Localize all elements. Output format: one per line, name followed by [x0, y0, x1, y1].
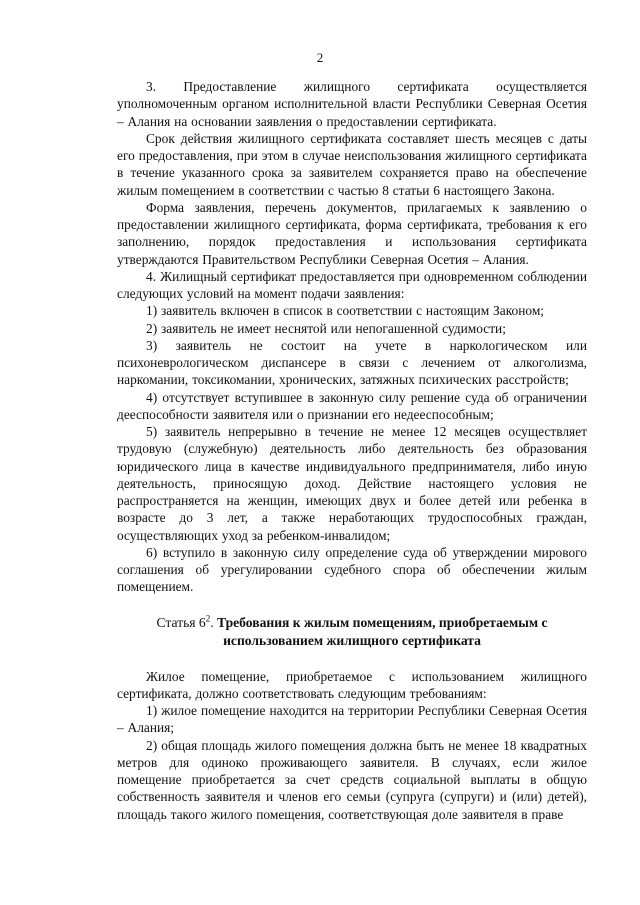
document-body [117, 78, 587, 823]
paragraph: Форма заявления, перечень документов, прилагаемых к заявлению о предоставлении жилищного сертификата, форма сертификата, требования к его заполнению, порядок предоставления и использования сертификата утверждаются Правительством Республики Северная Осетия – Алания. [117, 199, 587, 267]
paragraph: Жилое помещение, приобретаемое с использованием жилищного сертификата, должно соответствовать следующим требованиям: [117, 668, 587, 701]
paragraph: Срок действия жилищного сертификата составляет шесть месяцев с даты его предоставления, при этом в случае неиспользования жилищного сертификата в течение указанного срока за заявителем сохраняется право на обеспечение жилым помещением в соответствии с частью 8 статьи 6 настоящего Закона. [117, 130, 587, 198]
article-superscript: 2 [205, 612, 211, 623]
list-item: 2) заявитель не имеет неснятой или непогашенной судимости; [146, 320, 506, 336]
paragraph: 4. Жилищный сертификат предоставляется при одновременном соблюдении следующих условий на момент подачи заявления: [117, 268, 587, 301]
paragraph: 3. Предоставление жилищного сертификата осуществляется уполномоченным органом исполнительной власти Республики Северная Осетия – Алания на основании заявления о предоставлении сертификата. [117, 79, 587, 129]
article-heading [117, 614, 587, 650]
article-prefix: Статья 6 [156, 614, 206, 630]
article-title: Требования к жилым помещениям, приобретаемым с использованием жилищного сертификата [217, 614, 548, 648]
list-item: 1) заявитель включен в список в соответствии с настоящим Законом; [146, 303, 545, 319]
list-item: 4) отсутствует вступившее в законную силу решение суда об ограничении дееспособности заявителя или о признании его недееспособным; [117, 389, 587, 422]
list-item: 5) заявитель непрерывно в течение не менее 12 месяцев осуществляет трудовую (служебную) деятельность либо деятельность без образования юридического лица в качестве индивидуального предпринимателя, либо иную деятельность, приносящую доход. Действие настоящего условия не распространяется на женщин, имеющих двух и более детей или ребенка в возрасте до 3 лет, а также неработающих трудоспособных граждан, осуществляющих уход за ребенком-инвалидом; [117, 424, 587, 543]
list-item: 3) заявитель не состоит на учете в наркологическом или психоневрологическом диспансере в связи с лечением от алкоголизма, наркомании, токсикомании, хронических, затяжных психических расстройств; [117, 337, 587, 388]
article-number: Статья $6^2$. [156, 612, 214, 630]
list-item: 1) жилое помещение находится на территории Республики Северная Осетия – Алания; [117, 703, 587, 736]
list-item: 6) вступило в законную силу определение суда об утверждении мирового соглашения об урегулировании судебного спора об обеспечении жилым помещением. [117, 544, 587, 595]
page-number: 2 [316, 50, 324, 65]
list-item: 2) общая площадь жилого помещения должна быть не менее 18 квадратных метров для одиноко проживающего заявителя. В случаях, если жилое помещение приобретается за счет средств социальной выплаты в общую собственность заявителя и членов его семьи (супруга (супруги) и (или) детей), площадь такого жилого помещения, соответствующая доле заявителя в праве [117, 737, 587, 822]
